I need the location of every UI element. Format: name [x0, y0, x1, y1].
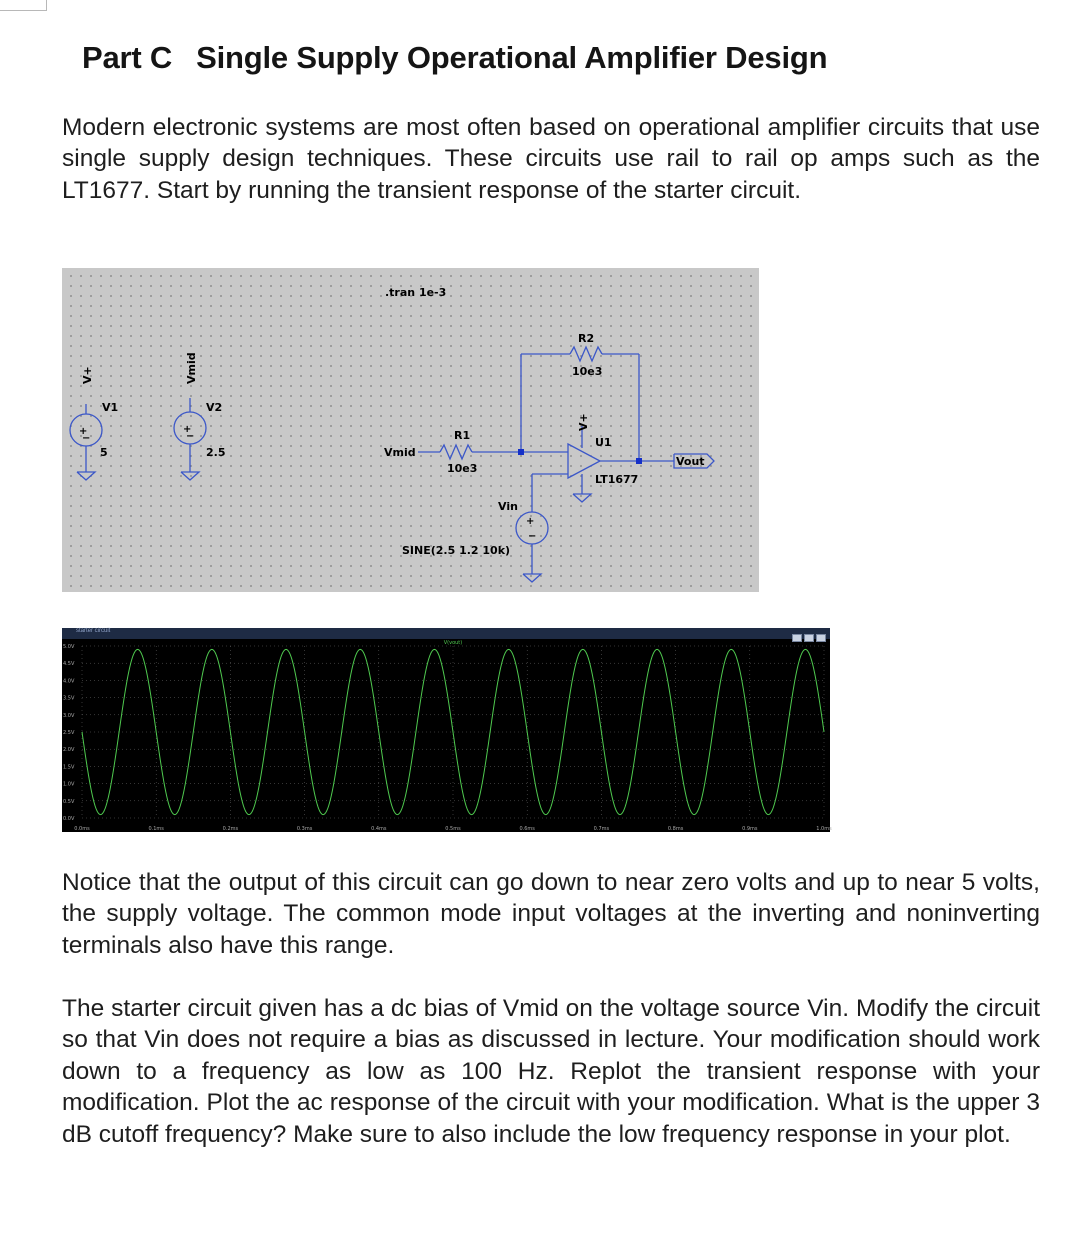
v1-value: 5 [100, 446, 108, 459]
v2-net-label: Vmid [185, 352, 198, 384]
v1-minus: − [82, 433, 91, 444]
title-subject: Single Supply Operational Amplifier Design [196, 40, 828, 75]
vmid-input-label: Vmid [384, 446, 416, 459]
v1-name: V1 [102, 401, 119, 414]
v2-name: V2 [206, 401, 223, 414]
x-tick-label: 0.8ms [667, 826, 684, 832]
y-tick-label: 1.5V [63, 764, 75, 771]
x-tick-label: 1.0ms [816, 826, 832, 832]
vout-flag-label: Vout [676, 455, 705, 468]
vin-name: Vin [498, 500, 518, 513]
x-tick-label: 0.9ms [742, 826, 758, 832]
u1-supply-label: V+ [577, 413, 590, 431]
waveform-window [62, 628, 830, 832]
x-tick-label: 0.0ms [74, 826, 90, 832]
vin-plus: + [526, 516, 535, 527]
r2-value: 10e3 [572, 365, 603, 378]
y-tick-label: 0.0V [63, 816, 75, 822]
y-tick-label: 3.5V [63, 695, 75, 702]
trace-label: V(vout) [443, 640, 463, 646]
v2-value: 2.5 [206, 446, 226, 459]
v1-net-label: V+ [81, 366, 94, 384]
vin-minus: − [528, 531, 537, 542]
schematic-figure [62, 268, 759, 592]
intro-paragraph: Modern electronic systems are most often based on operational amplifier circuits that use single supply design techniques. These circuits use rail to rail op amps such as the LT1677. Start by running the transient response of the starter circuit. [62, 114, 1040, 204]
y-tick-label: 2.5V [63, 730, 75, 736]
y-tick-label: 4.5V [63, 661, 75, 668]
tran-directive: .tran 1e-3 [385, 286, 447, 299]
r2-name: R2 [578, 332, 595, 345]
y-tick-label: 0.5V [63, 798, 75, 805]
y-tick-label: 3.0V [63, 712, 75, 719]
u1-name: U1 [595, 436, 612, 449]
u1-model: LT1677 [595, 473, 639, 486]
y-tick-label: 1.0V [63, 781, 75, 788]
y-tick-label: 4.0V [63, 678, 75, 685]
y-tick-label: 2.0V [63, 747, 75, 754]
x-tick-label: 0.3ms [296, 826, 313, 832]
task-paragraph: The starter circuit given has a dc bias of Vmid on the voltage source Vin. Modify the circuit so that Vin does not require a bias as discussed in lecture. Your modification should work down to a frequency as low as 100 Hz. Replot the transient response with your modification. Plot the ac response of the circuit with your modification. What is the upper 3 dB cutoff frequency? Make sure to also include the low frequency response in your plot. [62, 995, 1040, 1148]
vin-value: SINE(2.5 1.2 10k) [402, 544, 511, 557]
y-tick-label: 5.0V [63, 644, 75, 650]
v2-minus: − [186, 431, 195, 442]
page-title [82, 40, 827, 76]
x-tick-label: 0.2ms [222, 826, 239, 832]
r1-value: 10e3 [447, 462, 478, 475]
r1-name: R1 [454, 429, 471, 442]
x-tick-label: 0.4ms [371, 826, 387, 832]
v1-plus: + [79, 426, 88, 437]
x-tick-label: 0.1ms [148, 826, 164, 832]
x-tick-label: 0.7ms [593, 826, 610, 832]
waveform-plot [62, 628, 830, 832]
v2-plus: + [183, 424, 192, 435]
page-corner-mark [0, 0, 47, 11]
x-tick-label: 0.5ms [445, 826, 461, 832]
x-tick-label: 0.6ms [519, 826, 535, 832]
notice-paragraph: Notice that the output of this circuit can go down to near zero volts and up to near 5 volts, the supply voltage. The common mode input voltages at the inverting and noninverting terminals also have this range. [62, 869, 1040, 959]
title-part: Part C [82, 40, 173, 75]
waveform-window-title: starter circuit [76, 628, 111, 634]
